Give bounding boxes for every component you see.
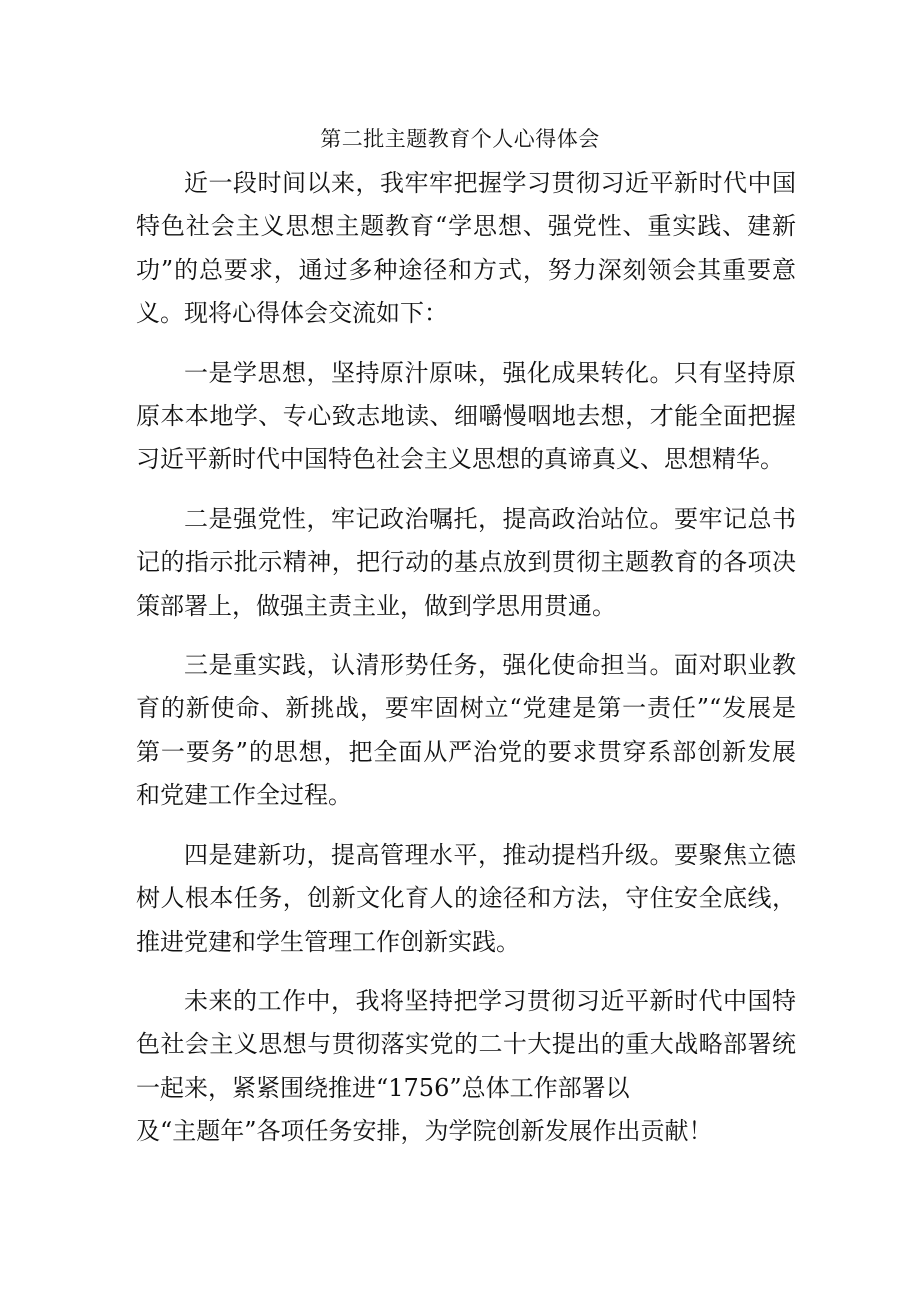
closing-text-part1: 未来的工作中，我将坚持把学习贯彻习近平新时代中国特色社会主义思想与贯彻落实党的二十大提出的重大战略部署统一起来，紧紧围绕推进“1756”总体工作部署以 (136, 986, 796, 1102)
paragraph-practice: 三是重实践，认清形势任务，强化使命担当。面对职业教育的新使命、新挑战，要牢固树立“党建是第一责任”“发展是第一要务”的思想，把全面从严治党的要求贯穿系部创新发展和党建工作全过程。 (136, 651, 796, 810)
paragraph-study-thought: 一是学思想，坚持原汁原味，强化成果转化。只有坚持原原本本地学、专心致志地读、细嚼慢咽地去想，才能全面把握习近平新时代中国特色社会主义思想的真谛真义、思想精华。 (136, 358, 796, 474)
paragraph-intro: 近一段时间以来，我牢牢把握学习贯彻习近平新时代中国特色社会主义思想主题教育“学思想、强党性、重实践、建新功”的总要求，通过多种途径和方式，努力深刻领会其重要意义。现将心得体会交流如下： (136, 169, 796, 328)
document-body (136, 162, 796, 1154)
closing-text-part2: 及“主题年”各项任务安排，为学院创新发展作出贡献！ (136, 1117, 713, 1146)
document-title: 第二批主题教育个人心得体会 (320, 127, 600, 151)
paragraph-party-spirit: 二是强党性，牢记政治嘱托，提高政治站位。要牢记总书记的指示批示精神，把行动的基点放到贯彻主题教育的各项决策部署上，做强主责主业，做到学思用贯通。 (136, 504, 796, 620)
paragraph-closing (136, 980, 796, 1154)
paragraph-new-achievements: 四是建新功，提高管理水平，推动提档升级。要聚焦立德树人根本任务，创新文化育人的途径和方法，守住安全底线，推进党建和学生管理工作创新实践。 (136, 840, 796, 956)
